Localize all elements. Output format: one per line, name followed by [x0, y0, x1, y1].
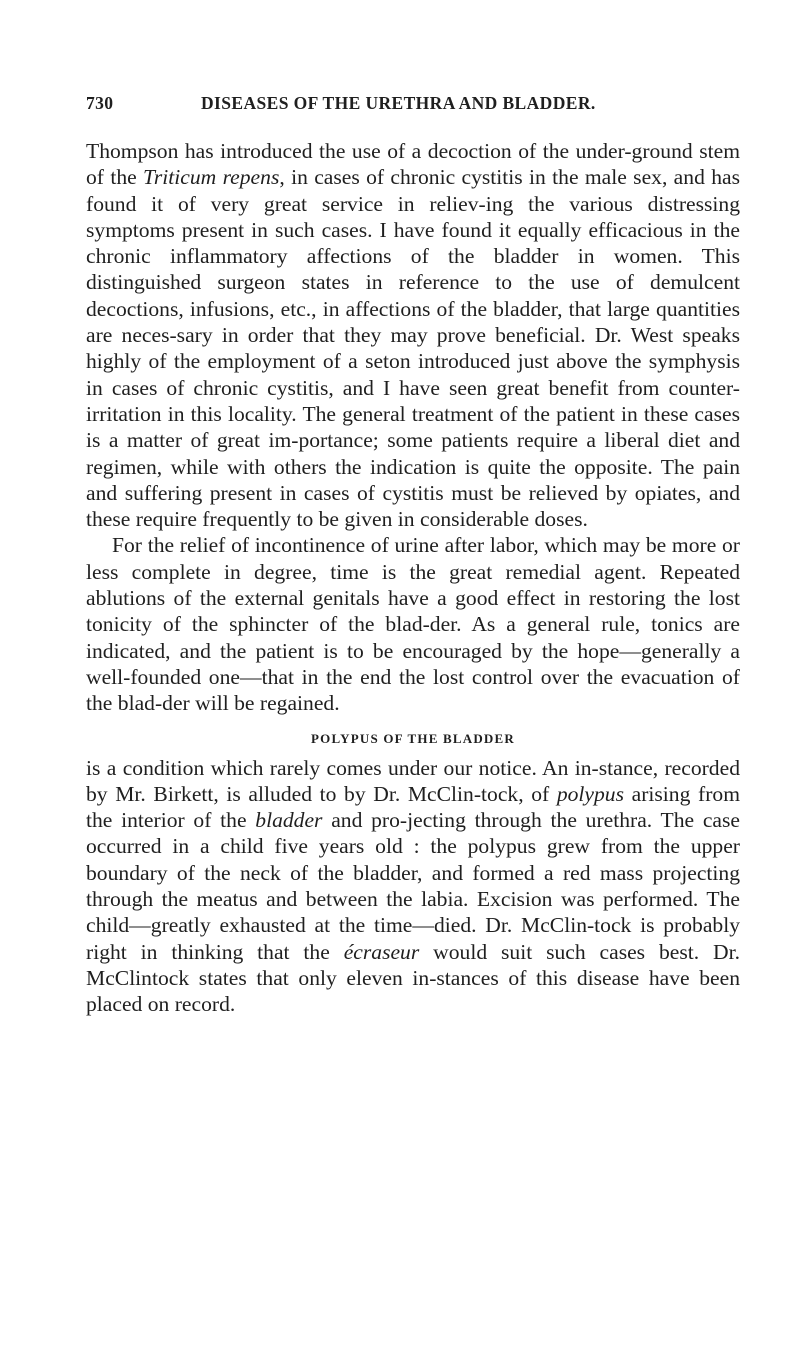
paragraph-3-italic-polypus: polypus [556, 781, 625, 806]
paragraph-1-text-a: Thompson has introduced the use of a decoction of the under-ground stem of the [86, 139, 740, 190]
running-head: DISEASES OF THE URETHRA AND BLADDER. [201, 93, 596, 113]
paragraph-3-italic-ecraseur: écraseur [343, 939, 420, 964]
paragraph-3-text-d: would suit such cases best. Dr. McClintock states that only eleven in-stances of this disease have been placed on record. [86, 939, 741, 1017]
section-heading: POLYPUS OF THE BLADDER [311, 730, 515, 746]
paragraph-3 [86, 755, 740, 1018]
page-number: 730 [86, 93, 114, 113]
paragraph-1-text-b: , in cases of chronic cystitis in the male sex, and has found it of very great service in reliev-ing the various distressing symptoms present in such cases. I have found it equally efficacious in the chronic inflammatory affections of the bladder in women. This distinguished surgeon states in reference to the use of demulcent decoctions, infusions, etc., in affections of the bladder, that large quantities are neces-sary in order that they may prove beneficial. Dr. West speaks highly of the employment of a seton introduced just above the symphysis in cases of chronic cystitis, and I have seen great benefit from counter-irritation in this locality. The general treatment of the patient in these cases is a matter of great im-portance; some patients require a liberal diet and regimen, while with others the indication is quite the opposite. The pain and suffering present in cases of cystitis must be relieved by opiates, and these require frequently to be given in considerable doses. [86, 165, 740, 532]
paragraph-3-text-b: arising from the interior of the [86, 781, 740, 833]
body-text [86, 138, 740, 1018]
page-header [86, 93, 748, 119]
paragraph-3-text-a: is a condition which rarely comes under our notice. An in-stance, recorded by Mr. Birkett, is alluded to by Dr. McClin-tock, of [86, 755, 740, 806]
paragraph-1 [86, 138, 740, 532]
paragraph-1-italic-term: Triticum repens [143, 165, 280, 190]
paragraph-3-italic-bladder: bladder [255, 808, 323, 833]
paragraph-3-text-c: and pro-jecting through the urethra. The case occurred in a child five years old : the polypus grew from the upper boundary of the neck of the bladder, and formed a red mass projecting through the meatus and between the labia. Excision was performed. The child—greatly exhausted at the time—died. Dr. McClin-tock is probably right in thinking that the [86, 808, 741, 964]
paragraph-2: For the relief of incontinence of urine after labor, which may be more or less complete in degree, time is the great remedial agent. Repeated ablutions of the external genitals have a good effect in restoring the lost tonicity of the sphincter of the blad-der. As a general rule, tonics are indicated, and the patient is to be encouraged by the hope—generally a well-founded one—that in the end the lost control over the evacuation of the blad-der will be regained. [86, 533, 740, 716]
